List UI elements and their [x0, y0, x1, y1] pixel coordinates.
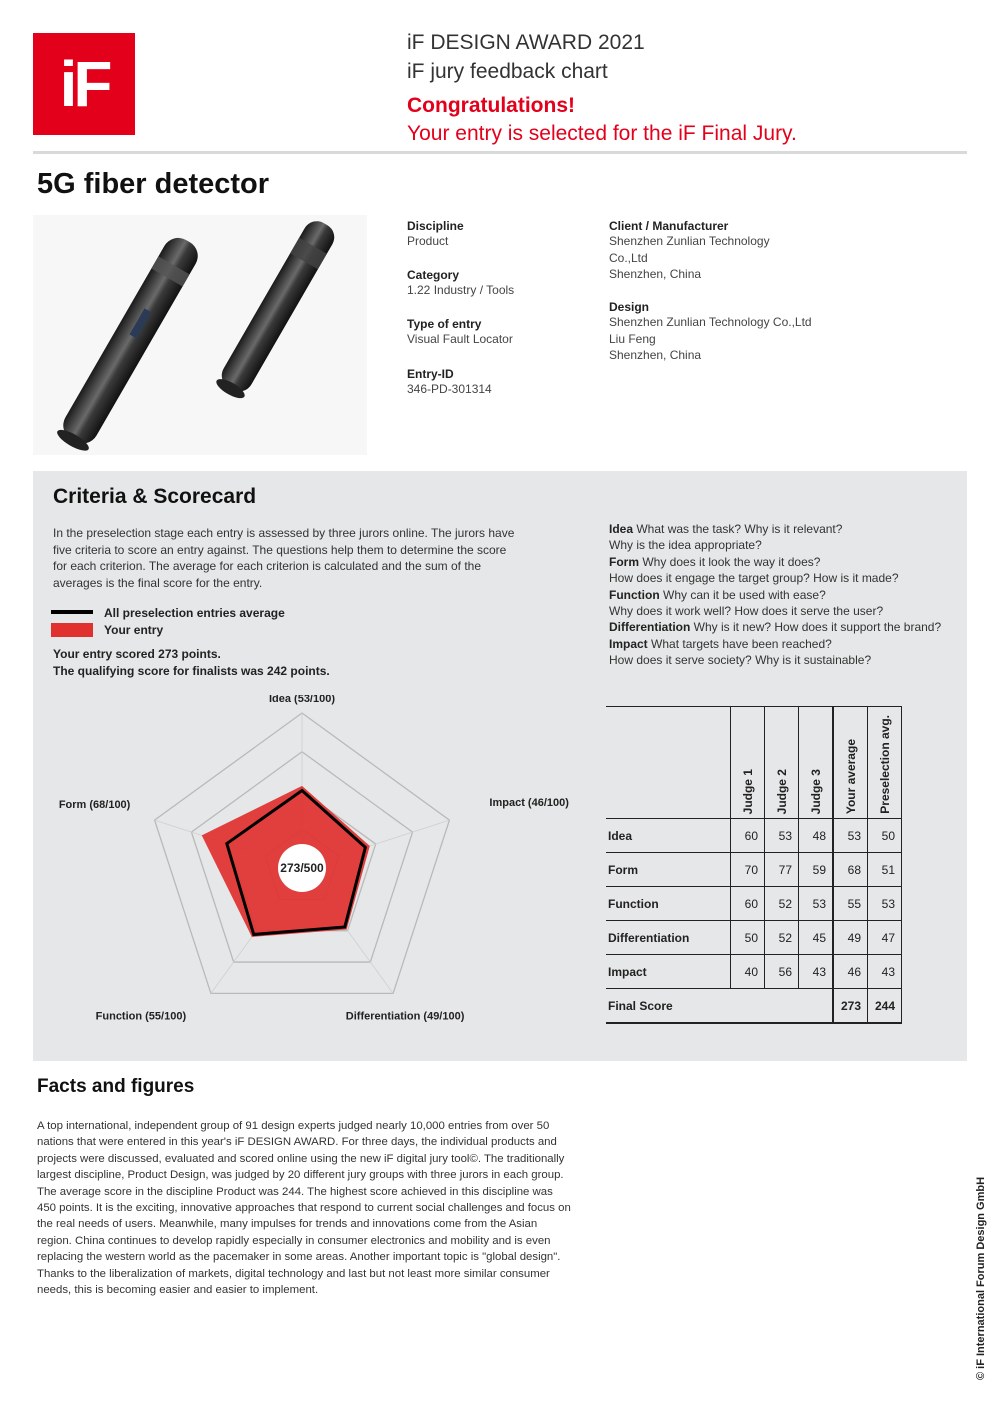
criteria-intro: In the preselection stage each entry is assessed by three jurors online. The jurors have five criteria to score an entry against. The questions help them to determine the score for each criterion. The average for each criterion is calculated and the sum of the averages is the final score for the entry.	[53, 526, 515, 590]
table-cell: 50	[731, 921, 765, 955]
question-line	[609, 652, 959, 668]
radar-axis-label: Function (55/100)	[95, 1010, 187, 1023]
table-cell: 51	[868, 853, 902, 887]
table-cell: 59	[799, 853, 834, 887]
type-value: Visual Fault Locator	[407, 332, 513, 346]
category-value: 1.22 Industry / Tools	[407, 283, 515, 297]
table-cell: 53	[833, 819, 868, 853]
final-empty	[731, 989, 834, 1024]
center-score-label: 273/500	[280, 861, 324, 875]
header-titles	[407, 28, 645, 86]
table-cell: 43	[868, 955, 902, 989]
legend-average-swatch	[51, 610, 93, 614]
facts-title: Facts and figures	[37, 1076, 195, 1097]
fiber-detector-illustration	[33, 215, 367, 455]
score-summary	[53, 646, 330, 679]
table-row	[606, 887, 902, 921]
row-label: Function	[606, 887, 731, 921]
row-label: Form	[606, 853, 731, 887]
meta-type	[407, 317, 597, 348]
question-term: Form	[609, 554, 639, 569]
table-cell: 77	[765, 853, 799, 887]
table-cell: 56	[765, 955, 799, 989]
table-cell: 53	[765, 819, 799, 853]
col-header	[868, 707, 902, 819]
question-text: Why can it be used with ease?	[659, 587, 826, 602]
radar-axis-label: Impact (46/100)	[489, 797, 569, 810]
client-line: Shenzhen Zunlian Technology	[609, 234, 770, 248]
row-label: Idea	[606, 819, 731, 853]
client-line: Co.,Ltd	[609, 250, 648, 265]
copyright: © iF International Forum Design GmbH	[975, 1176, 987, 1380]
legend-entry-label: Your entry	[104, 623, 164, 637]
table-cell: 49	[833, 921, 868, 955]
question-text: How does it engage the target group? How is it made?	[609, 571, 899, 586]
client-line: Shenzhen, China	[609, 267, 702, 281]
table-cell: 46	[833, 955, 868, 989]
question-text: What targets have been reached?	[647, 636, 832, 651]
congratulations-heading: Congratulations!	[407, 94, 575, 117]
table-cell: 60	[731, 887, 765, 921]
radar-chart	[40, 695, 580, 1045]
col-header	[731, 707, 765, 819]
header-divider	[33, 151, 967, 154]
table-cell: 40	[731, 955, 765, 989]
scored-text: Your entry scored 273 points.	[53, 647, 221, 661]
meta-client	[609, 219, 829, 283]
col-header	[765, 707, 799, 819]
discipline-value: Product	[407, 234, 449, 248]
col-header	[799, 707, 834, 819]
discipline-label: Discipline	[407, 219, 464, 233]
table-row	[606, 819, 902, 853]
question-text: Why is the idea appropriate?	[609, 538, 762, 553]
table-corner	[606, 707, 731, 819]
question-line	[609, 619, 959, 635]
meta-entry-id	[407, 367, 597, 398]
question-term: Impact	[609, 636, 648, 651]
col-header-text: Judge 2	[774, 768, 789, 814]
design-label: Design	[609, 300, 650, 314]
question-term: Idea	[609, 522, 634, 536]
qualifying-text: The qualifying score for finalists was 242 points.	[53, 663, 330, 678]
radar-axis-label: Differentiation (49/100)	[345, 1010, 465, 1023]
legend-average-label: All preselection entries average	[104, 606, 285, 620]
radar-axis-label: Idea (53/100)	[268, 695, 336, 705]
question-text: Why does it work well? How does it serve the user?	[609, 604, 884, 619]
design-line: Shenzhen, China	[609, 348, 702, 362]
final-your-score: 273	[833, 989, 868, 1024]
question-term: Function	[609, 587, 660, 602]
design-line: Liu Feng	[609, 331, 656, 346]
question-text: How does it serve society? Why is it sustainable?	[609, 653, 872, 668]
question-text: Why is it new? How does it support the brand?	[690, 620, 942, 635]
col-header-text: Your average	[843, 738, 858, 814]
meta-design	[609, 300, 849, 364]
row-label: Impact	[606, 955, 731, 989]
question-line	[609, 570, 959, 586]
table-cell: 48	[799, 819, 834, 853]
question-line	[609, 521, 959, 537]
meta-discipline	[407, 219, 597, 250]
table-row	[606, 921, 902, 955]
legend-entry-swatch	[51, 623, 93, 637]
table-cell: 70	[731, 853, 765, 887]
question-line	[609, 603, 959, 619]
product-image	[33, 215, 367, 455]
table-cell: 47	[868, 921, 902, 955]
question-text: What was the task? Why is it relevant?	[633, 522, 843, 536]
score-table	[606, 706, 902, 1024]
table-body	[606, 819, 902, 1024]
feedback-subtitle: iF jury feedback chart	[407, 60, 608, 83]
design-line: Shenzhen Zunlian Technology Co.,Ltd	[609, 315, 812, 329]
col-header-text: Preselection avg.	[877, 715, 892, 814]
final-avg-score: 244	[868, 989, 902, 1024]
question-line	[609, 587, 959, 603]
category-label: Category	[407, 268, 460, 282]
table-row	[606, 853, 902, 887]
meta-category	[407, 268, 597, 299]
table-cell: 68	[833, 853, 868, 887]
type-label: Type of entry	[407, 317, 482, 331]
client-label: Client / Manufacturer	[609, 219, 729, 233]
question-line	[609, 636, 959, 652]
col-header-text: Judge 3	[808, 768, 823, 814]
criteria-questions	[609, 521, 959, 669]
radar-axis-label: Form (68/100)	[58, 799, 131, 812]
table-row	[606, 955, 902, 989]
question-term: Differentiation	[609, 620, 691, 635]
table-cell: 45	[799, 921, 834, 955]
table-cell: 52	[765, 887, 799, 921]
question-line	[609, 537, 959, 553]
col-header	[833, 707, 868, 819]
final-score-label: Final Score	[606, 989, 731, 1024]
table-cell: 52	[765, 921, 799, 955]
award-title: iF DESIGN AWARD 2021	[407, 31, 645, 54]
entry-id-label: Entry-ID	[407, 367, 454, 381]
question-text: Why does it look the way it does?	[639, 554, 821, 569]
table-cell: 53	[799, 887, 834, 921]
facts-text: A top international, independent group of 91 design experts judged nearly 10,000 entries from over 50 nations that were entered in this year's iF DESIGN AWARD. For three days, the individual products and projects were discussed, evaluated and scored online using the new iF digital jury tool©. The traditionally largest discipline, Product Design, was judged by 20 different jury groups with three jurors in each group. The average score in the discipline Product was 244. The highest score achieved in this discipline was 450 points. It is the exciting, innovative approaches that respond to current social challenges and focus on the real needs of users. Meanwhile, many impulses for trends and innovations come from the Asian region. China continues to develop rapidly especially in consumer electronics and mobility and is even replacing the western world as the pacemaker in some areas. Another important topic is "global design". Thanks to the liberalization of markets, digital technology and last but not least more similar consumer needs, this is becoming easier and easier to implement.	[37, 1120, 571, 1297]
product-title: 5G fiber detector	[37, 168, 270, 200]
table-cell: 60	[731, 819, 765, 853]
table-cell: 50	[868, 819, 902, 853]
col-header-text: Judge 1	[740, 768, 755, 814]
entry-id-value: 346-PD-301314	[407, 382, 492, 396]
table-cell: 53	[868, 887, 902, 921]
row-label: Differentiation	[606, 921, 731, 955]
criteria-title: Criteria & Scorecard	[53, 485, 257, 508]
table-cell: 55	[833, 887, 868, 921]
selected-message: Your entry is selected for the iF Final Jury.	[407, 122, 797, 145]
table-cell: 43	[799, 955, 834, 989]
if-logo	[33, 33, 135, 135]
logo-text: iF	[59, 48, 109, 120]
question-line	[609, 554, 959, 570]
final-score-row	[606, 989, 902, 1024]
